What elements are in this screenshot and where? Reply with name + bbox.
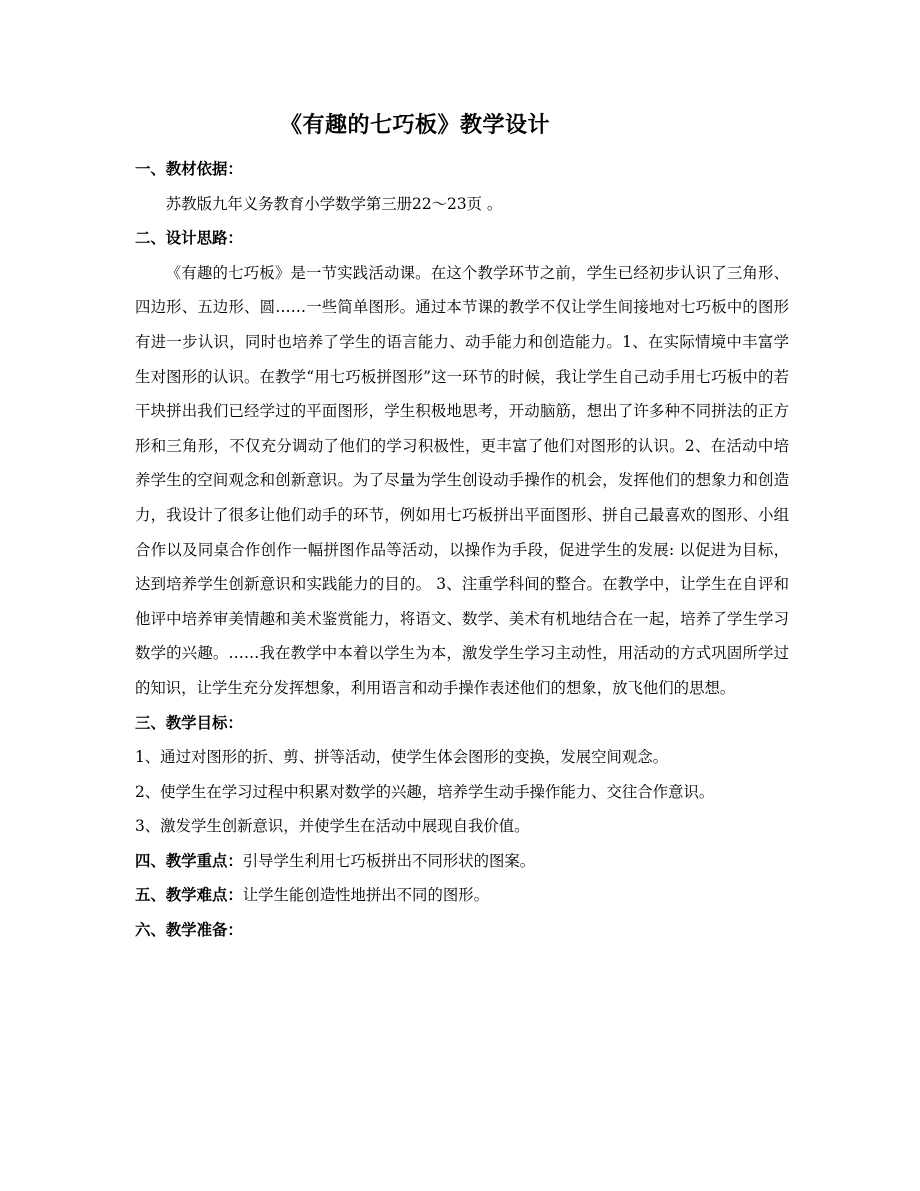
- goal-item-1: 1、通过对图形的折、剪、拼等活动，使学生体会图形的变换，发展空间观念。: [135, 748, 669, 767]
- goal-item-3: 3、激发学生创新意识，并使学生在活动中展现自我价值。: [135, 817, 530, 836]
- document-body: [135, 152, 789, 948]
- section-text-design: 《有趣的七巧板》是一节实践活动课。在这个教学环节之前，学生已经初步认识了三角形、四边形、五边形、圆……一些简单图形。通过本节课的教学不仅让学生间接地对七巧板中的图形有进一步认识，同时也培养了学生的语言能力、动手能力和创造能力。1、在实际情境中丰富学生对图形的认识。在教学“用七巧板拼图形”这一环节的时候，我让学生自己动手用七巧板中的若干块拼出我们已经学过的平面图形，学生积极地思考，开动脑筋，想出了许多种不同拼法的正方形和三角形，不仅充分调动了他们的学习积极性，更丰富了他们对图形的认识。2、在活动中培养学生的空间观念和创新意识。为了尽量为学生创设动手操作的机会，发挥他们的想象力和创造力，我设计了很多让他们动手的环节，例如用七巧板拼出平面图形、拼自己最喜欢的图形、小组合作以及同桌合作创作一幅拼图作品等活动，以操作为手段，促进学生的发展: 以促进为目标，达到培养学生创新意识和实践能力的目的。 3、注重学科间的整合。在教学中，让学生在自评和他评中培养审美情趣和美术鉴赏能力，将语文、数学、美术有机地结合在一起，培养了学生学习数学的兴趣。……我在教学中本着以学生为本，激发学生学习主动性，用活动的方式巩固所学过的知识，让学生充分发挥想象，利用语言和动手操作表述他们的想象，放飞他们的思想。: [135, 263, 789, 697]
- section-text-difficulty: 让学生能创造性地拼出不同的图形。: [242, 886, 490, 905]
- section-heading-basis: 一、教材依据：: [135, 160, 243, 178]
- goal-item-2: 2、使学生在学习过程中积累对数学的兴趣，培养学生动手操作能力、交往合作意识。: [135, 782, 715, 801]
- section-heading-key-point: 四、教学重点：: [135, 851, 243, 870]
- section-heading-preparation: 六、教学准备：: [135, 921, 243, 940]
- section-heading-goals: 三、教学目标：: [135, 713, 243, 732]
- section-difficulty: [135, 878, 789, 913]
- section-heading-design: 二、设计思路：: [135, 229, 243, 248]
- section-text-key-point: 引导学生利用七巧板拼出不同形状的图案。: [242, 851, 536, 870]
- section-key-point: [135, 844, 789, 879]
- section-text-basis: 苏教版九年义务教育小学数学第三册22～23页 。: [165, 194, 503, 213]
- document-title: 《有趣的七巧板》教学设计: [279, 113, 550, 138]
- section-heading-difficulty: 五、教学难点：: [135, 886, 243, 905]
